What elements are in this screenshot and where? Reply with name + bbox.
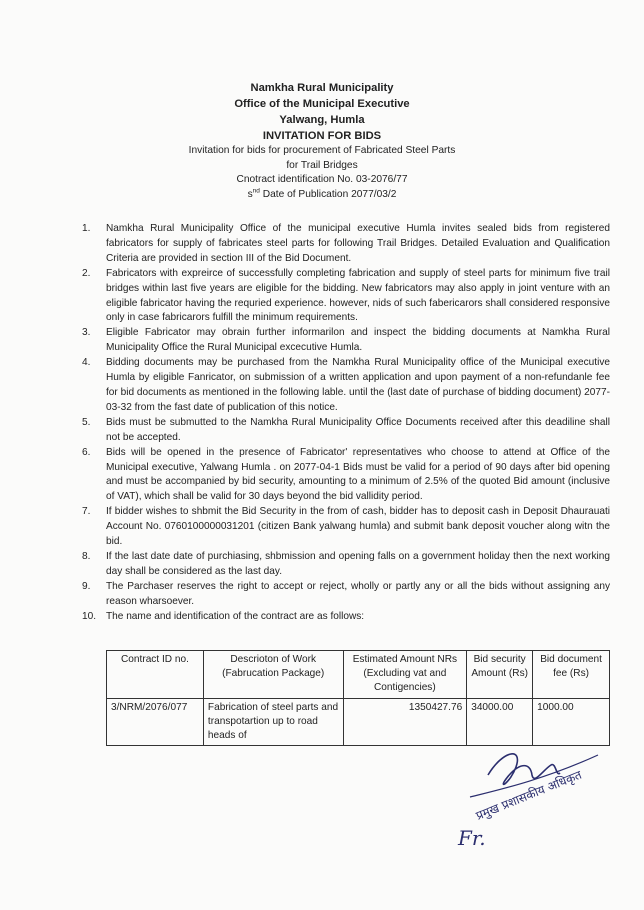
publication-date: $s^{nd}$ Date of Publication 2077/03/2 xyxy=(247,187,397,200)
cell-bid-security: 34000.00 xyxy=(467,698,533,746)
col-description: Descrioton of Work (Fabrucation Package) xyxy=(203,651,343,699)
list-item: 9. The Parchaser reserves the right to accept or reject, wholly or partly any or all the bids without assigning any reason wharsoever. xyxy=(82,580,610,607)
contract-identification: Cnotract identification No. 03-2076/77 xyxy=(236,174,408,186)
list-item: 2. Fabricators with expreirce of successfully completing fabrication and supply of steel parts for minimum five trail bridges within last five years are eligible for the bidding. New fabricators may also apply in joint venture with an eligible fabricator having the requried experience. however, nids of such fabericarors shall considered responsive only in case fabricarors fulfill the minimum requirements. xyxy=(82,267,610,324)
cell-estimated-amount: 1350427.76 xyxy=(343,698,467,746)
list-item: 10. The name and identification of the contract are as follows: xyxy=(82,610,365,622)
contract-table xyxy=(106,650,610,746)
signature-initials: Fr. xyxy=(458,826,486,850)
notice-subtitle-line1: Invitation for bids for procurement of Fabricated Steel Parts xyxy=(188,145,456,156)
cell-bid-fee: 1000.00 xyxy=(533,698,610,746)
stamp-text: प्रमुख प्रशासकीय अधिकृत xyxy=(473,767,584,823)
notice-title: INVITATION FOR BIDS xyxy=(262,130,382,142)
notice-subtitle-line2: for Trail Bridges xyxy=(286,159,358,171)
list-item: 7. If bidder wishes to shbmit the Bid Security in the from of cash, bidder has to deposit cash in Deposit Dhaurauati Account No. 0760100000031201 (citizen Bank yalwang humla) and submit bank deposit voucher along witn the bid. xyxy=(82,506,610,548)
notice-items xyxy=(82,222,610,624)
municipality-name: Namkha Rural Municipality xyxy=(250,82,394,94)
location: Yalwang, Humla xyxy=(279,114,365,126)
col-contract-id: Contract ID no. xyxy=(107,651,204,699)
office-name: Office of the Municipal Executive xyxy=(234,98,410,110)
list-item: 5. Bids must be submutted to the Namkha Rural Municipality Office Documents received after this deadiline shall not be accepted. xyxy=(82,416,610,443)
col-bid-fee: Bid document fee (Rs) xyxy=(533,651,610,699)
list-item: 3. Eligible Fabricator may obrain further informarilon and inspect the bidding documents at Namkha Rural Municipality Office the Rural Municipal excecutive Humla. xyxy=(82,327,610,354)
col-bid-security: Bid security Amount (Rs) xyxy=(467,651,533,699)
col-estimated-amount: Estimated Amount NRs (Excluding vat and Contigencies) xyxy=(343,651,467,699)
document-header xyxy=(0,80,644,202)
list-item: 1. Namkha Rural Municipality Office of the municipal executive Humla invites sealed bids from registered fabricators for supply of fabricates steel parts for following Trail Bridges. Detailed Evaluation and Qualification Criteria are provided in section III of the Bid Document. xyxy=(82,223,610,264)
list-item: 4. Bidding documents may be purchased from the Namkha Rural Municipality office of the Municipal executive Humla by eligible Fanricator, on submission of a written application and upon payment of a non-refundanle fee for bid documents as mentioned in the following lable. until the (last date of purchase of bidding document) 2077-03-32 from the fast date of publication of this notice. xyxy=(82,357,610,413)
list-item: 8. If the last date date of purchiasing, shbmission and opening falls on a government holiday then the next working day shall be considered as the last day. xyxy=(82,550,610,577)
table-header-row xyxy=(107,651,610,699)
cell-description: Fabrication of steel parts and transpotartion up to road heads of xyxy=(203,698,343,746)
list-item: 6. Bids will be opened in the presence of Fabricator' representatives who choose to attend at Office of the Municipal executive, Yalwang Humla . on 2077-04-1 Bids must be valid for a period of 90 days after bid opening and must be accompanied by bid security, amounting to a minimum of 2.5% of the quoted Bid amount (inclusive of VAT), which shall be valid for 30 days beyond the bid vallidity period. xyxy=(82,446,610,503)
cell-contract-id: 3/NRM/2076/077 xyxy=(107,698,204,746)
signature-stamp xyxy=(448,735,628,870)
